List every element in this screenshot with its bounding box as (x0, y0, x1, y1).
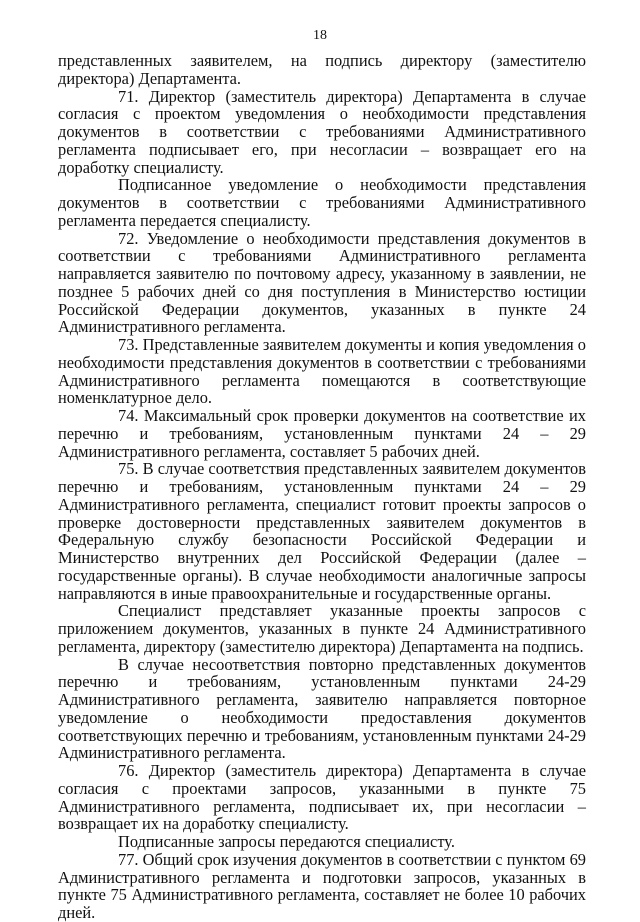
paragraph-74: 74. Максимальный срок проверки документов на соответствие их перечню и требованиям, установленным пунктами 24 – 29 Административного регламента, составляет 5 рабочих дней. (58, 406, 586, 461)
paragraph-73: 73. Представленные заявителем документы и копия уведомления о необходимости представления документов в соответствии с требованиями Административного регламента помещаются в соответствующие номенклатурное дело. (58, 335, 586, 408)
page-number: 18 (313, 28, 327, 43)
document-body (58, 52, 586, 922)
paragraph-non-compliance: В случае несоответствия повторно представленных документов перечню и требованиям, установленным пунктами 24-29 Административного регламента, заявителю направляется повторное уведомление о необходимости предоставления документов соответствующих перечню и требованиям, установленным пунктами 24-29 Административного регламента. (58, 654, 586, 763)
paragraph-72: 72. Уведомление о необходимости представления документов в соответствии с требованиями Административного регламента направляется заявителю по почтовому адресу, указанному в заявлении, не позднее 5 рабочих дней со дня поступления в Министерство юстиции Российской Федерации документов, указанных в пункте 24 Административного регламента. (58, 228, 586, 337)
paragraph-signed-notice: Подписанное уведомление о необходимости представления документов в соответствии с требованиями Административного регламента передается специалисту. (58, 175, 586, 230)
paragraph-specialist-submits: Специалист представляет указанные проекты запросов с приложением документов, указанных в пункте 24 Административного регламента, директору (заместителю директора) Департамента на подпись. (58, 601, 586, 656)
paragraph-75: 75. В случае соответствия представленных заявителем документов перечню и требованиям, установленным пунктами 24 – 29 Административного регламента, специалист готовит проекты запросов о проверке достоверности представленных заявителем документов в Федеральную службу безопасности Российской Федерации и Министерство внутренних дел Российской Федерации (далее – государственные органы). В случае необходимости аналогичные запросы направляются в иные правоохранительные и государственные органы. (58, 459, 586, 603)
paragraph-continuation: представленных заявителем, на подпись директору (заместителю директора) Департамента. (58, 51, 586, 88)
paragraph-77: 77. Общий срок изучения документов в соответствии с пунктом 69 Административного регламента и подготовки запросов, указанных в пункте 75 Административного регламента, составляет не более 10 рабочих дней. (58, 849, 586, 922)
paragraph-71: 71. Директор (заместитель директора) Департамента в случае согласия с проектом уведомления о необходимости представления документов в соответствии с требованиями Административного регламента подписывает его, при несогласии – возвращает его на доработку специалисту. (58, 86, 586, 177)
paragraph-signed-requests: Подписанные запросы передаются специалисту. (118, 832, 455, 851)
paragraph-76: 76. Директор (заместитель директора) Департамента в случае согласия с проектами запросов, указанными в пункте 75 Административного регламента, подписывает их, при несогласии – возвращает их на доработку специалисту. (58, 761, 586, 834)
